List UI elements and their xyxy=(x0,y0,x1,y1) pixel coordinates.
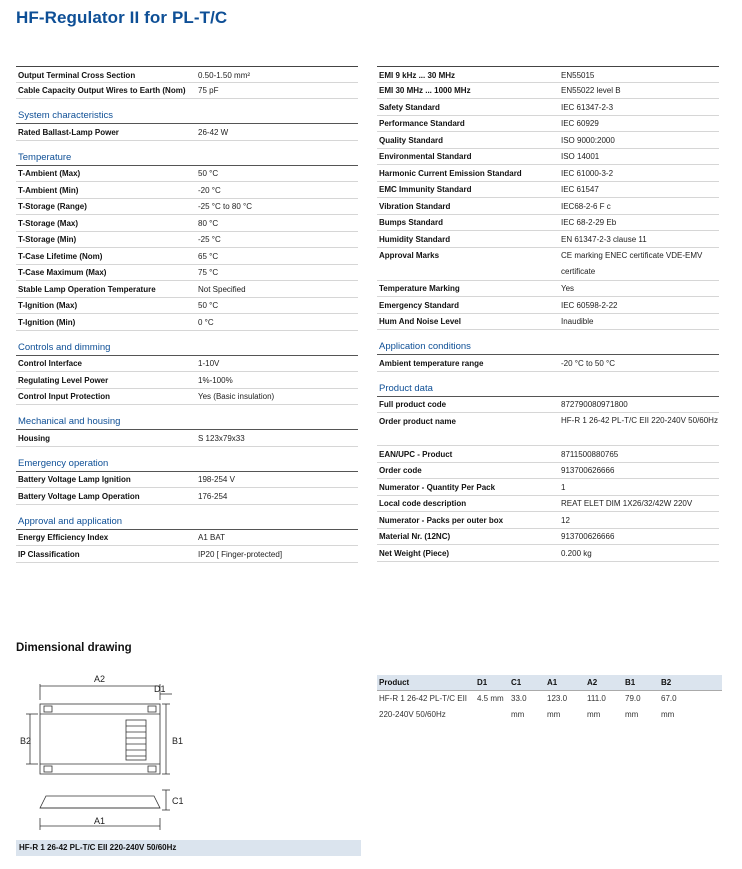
spec-row xyxy=(16,166,358,183)
spec-row xyxy=(16,430,358,447)
section-title: Approval and application xyxy=(16,514,358,530)
spec-value: 1%-100% xyxy=(198,375,233,385)
section-title: Product data xyxy=(377,381,719,397)
spec-row xyxy=(16,372,358,389)
spec-label: Humidity Standard xyxy=(379,234,451,244)
spec-label: T-Storage (Range) xyxy=(18,202,87,211)
spec-label: T-Storage (Min) xyxy=(18,235,77,244)
spec-row xyxy=(377,463,719,480)
dimensions-cell xyxy=(477,707,511,723)
dimensions-header-cell: A2 xyxy=(587,678,598,687)
section-title: Emergency operation xyxy=(16,456,358,472)
spec-value: IEC 61347-2-3 xyxy=(561,102,614,112)
dimensions-header-cell: Product xyxy=(379,678,410,687)
spec-value: -20 °C to 50 °C xyxy=(561,358,615,368)
spec-label: T-Case Lifetime (Nom) xyxy=(18,251,103,261)
dimensions-table-header xyxy=(377,675,722,691)
left-spec-column xyxy=(16,66,358,563)
spec-label: EMI 30 MHz ... 1000 MHz xyxy=(379,86,471,95)
spec-value: 75 pF xyxy=(198,86,219,95)
dimensional-drawing-title: Dimensional drawing xyxy=(16,642,132,654)
spec-value: Yes (Basic insulation) xyxy=(198,392,275,401)
spec-value: 913700626666 xyxy=(561,466,615,475)
spec-row xyxy=(377,66,719,83)
spec-row xyxy=(16,281,358,298)
dim-label-a1: A1 xyxy=(94,816,106,826)
spec-value: IEC 60929 xyxy=(561,119,599,128)
spec-label: Output Terminal Cross Section xyxy=(18,70,136,80)
spec-value: Inaudible xyxy=(561,317,594,326)
spec-label: Cable Capacity Output Wires to Earth (Nom) xyxy=(18,86,186,95)
spec-row xyxy=(377,314,719,331)
section-title: Application conditions xyxy=(377,339,719,355)
dim-label-d1: D1 xyxy=(154,684,166,694)
dimensional-drawing xyxy=(16,670,361,840)
dim-label-a2: A2 xyxy=(94,674,106,684)
spec-row xyxy=(377,496,719,513)
spec-value: IEC 61000-3-2 xyxy=(561,168,614,178)
spec-label: Control Input Protection xyxy=(18,392,110,401)
spec-row xyxy=(16,66,358,83)
spec-value: IEC 61547 xyxy=(561,185,599,194)
spec-label: Battery Voltage Lamp Operation xyxy=(18,491,140,501)
spec-value: EN 61347-2-3 clause 11 xyxy=(561,234,647,244)
drawing-caption: HF-R 1 26-42 PL-T/C EII 220-240V 50/60Hz xyxy=(16,840,361,856)
spec-row xyxy=(377,512,719,529)
spec-value: 872790080971800 xyxy=(561,400,628,409)
dimensions-header-cell: B1 xyxy=(625,678,636,687)
spec-label: T-Ignition (Min) xyxy=(18,317,76,327)
spec-value: IP20 [ Finger-protected] xyxy=(198,549,283,559)
dim-label-c1: C1 xyxy=(172,796,184,806)
spec-label: Performance Standard xyxy=(379,119,465,128)
spec-label: Environmental Standard xyxy=(379,152,472,161)
spec-row xyxy=(377,83,719,100)
spec-value: 12 xyxy=(561,515,570,525)
housing-side-view xyxy=(40,796,160,808)
dim-label-b1: B1 xyxy=(172,736,184,746)
spec-label: T-Case Maximum (Max) xyxy=(18,268,107,277)
spec-row xyxy=(377,149,719,166)
spec-label: Energy Efficiency Index xyxy=(18,533,109,542)
spec-label: EMI 9 kHz ... 30 MHz xyxy=(379,70,456,80)
spec-label: T-Ignition (Max) xyxy=(18,301,78,310)
spec-row xyxy=(377,397,719,414)
spec-row xyxy=(377,116,719,133)
spec-row xyxy=(16,182,358,199)
spec-row xyxy=(377,248,719,281)
dimensions-header-cell: C1 xyxy=(511,678,522,687)
spec-row xyxy=(16,215,358,232)
spec-label: Stable Lamp Operation Temperature xyxy=(18,284,156,294)
spec-label: IP Classification xyxy=(18,549,80,559)
spec-row xyxy=(377,529,719,546)
spec-value: 65 °C xyxy=(198,251,219,261)
spec-row xyxy=(16,265,358,282)
spec-value: 50 °C xyxy=(198,301,219,310)
spec-label: Vibration Standard xyxy=(379,201,451,211)
spec-row xyxy=(377,545,719,562)
spec-value: CE marking ENEC certificate VDE-EMV certificate xyxy=(561,250,703,276)
dimensions-cell: 79.0 xyxy=(625,694,641,703)
spec-label: Material Nr. (12NC) xyxy=(379,532,451,541)
spec-label: Net Weight (Piece) xyxy=(379,548,450,558)
spec-label: Approval Marks xyxy=(379,251,440,260)
section-title: Controls and dimming xyxy=(16,340,358,356)
spec-row xyxy=(16,389,358,406)
spec-row xyxy=(377,479,719,496)
dimensions-header-cell: B2 xyxy=(661,678,672,687)
spec-row xyxy=(377,281,719,298)
spec-label: Numerator - Quantity Per Pack xyxy=(379,482,496,492)
spec-value: 8711500880765 xyxy=(561,449,619,459)
section-title: Temperature xyxy=(16,150,358,166)
spec-value: 0.200 kg xyxy=(561,548,592,558)
spec-row xyxy=(16,248,358,265)
spec-label: Bumps Standard xyxy=(379,218,444,227)
page-title: HF-Regulator II for PL-T/C xyxy=(16,8,228,27)
spec-label: Temperature Marking xyxy=(379,284,460,293)
spec-label: Safety Standard xyxy=(379,102,440,112)
dimensions-cell: HF-R 1 26-42 PL-T/C EII xyxy=(379,694,468,703)
spec-row xyxy=(16,546,358,563)
spec-row xyxy=(377,231,719,248)
dimensions-header-cell: D1 xyxy=(477,678,488,687)
spec-row xyxy=(377,297,719,314)
dimensions-cell: mm xyxy=(587,710,601,719)
spec-value: 75 °C xyxy=(198,268,219,277)
spec-value: S 123x79x33 xyxy=(198,433,245,443)
dimensions-cell: 33.0 xyxy=(511,694,527,703)
spec-row xyxy=(16,124,358,141)
spec-label: Numerator - Packs per outer box xyxy=(379,515,504,525)
spec-value: 1-10V xyxy=(198,359,220,368)
spec-value: 0 °C xyxy=(198,317,214,327)
spec-value: HF-R 1 26-42 PL-T/C EII 220-240V 50/60Hz xyxy=(561,416,718,425)
spec-label: Hum And Noise Level xyxy=(379,317,461,326)
spec-row xyxy=(16,356,358,373)
dimensions-cell: 111.0 xyxy=(587,694,606,703)
dimensions-cell: 67.0 xyxy=(661,694,677,703)
spec-label: Rated Ballast-Lamp Power xyxy=(18,127,119,137)
spec-label: EMC Immunity Standard xyxy=(379,185,472,194)
spec-label: T-Storage (Max) xyxy=(18,218,79,228)
spec-row xyxy=(16,298,358,315)
section-title: System characteristics xyxy=(16,108,358,124)
spec-row xyxy=(16,83,358,100)
spec-value: ISO 14001 xyxy=(561,152,600,161)
spec-label: T-Ambient (Max) xyxy=(18,169,81,178)
dimensions-cell: 220-240V 50/60Hz xyxy=(379,710,446,719)
spec-value: 26-42 W xyxy=(198,127,229,137)
spec-value: 50 °C xyxy=(198,169,219,178)
spec-label: Order code xyxy=(379,466,422,475)
spec-value: 913700626666 xyxy=(561,532,615,541)
spec-value: IEC 68-2-29 Eb xyxy=(561,218,617,227)
spec-row xyxy=(377,132,719,149)
dimensions-cell: mm xyxy=(547,710,561,719)
spec-label: Battery Voltage Lamp Ignition xyxy=(18,475,131,484)
dimensions-cell: mm xyxy=(625,710,639,719)
spec-row xyxy=(16,530,358,547)
spec-row xyxy=(377,198,719,215)
spec-label: Order product name xyxy=(379,416,456,426)
dimensions-table-row xyxy=(377,707,722,723)
spec-label: Quality Standard xyxy=(379,135,444,145)
dimensions-cell: 123.0 xyxy=(547,694,568,703)
spec-row xyxy=(16,488,358,505)
spec-value: Yes xyxy=(561,284,575,293)
spec-label: Housing xyxy=(18,433,50,443)
dimensions-cell: mm xyxy=(511,710,525,719)
spec-value: -20 °C xyxy=(198,185,221,195)
spec-row xyxy=(377,215,719,232)
dimensions-table xyxy=(377,675,722,723)
spec-label: Ambient temperature range xyxy=(379,358,484,368)
spec-row xyxy=(377,413,719,446)
dimensions-header-cell: A1 xyxy=(547,678,558,687)
spec-label: Harmonic Current Emission Standard xyxy=(379,168,522,178)
spec-value: 80 °C xyxy=(198,218,219,228)
dim-label-b2: B2 xyxy=(20,736,32,746)
spec-row xyxy=(16,472,358,489)
spec-value: EN55022 level B xyxy=(561,86,621,95)
spec-value: 1 xyxy=(561,482,566,492)
spec-value: A1 BAT xyxy=(198,533,225,542)
spec-row xyxy=(16,199,358,216)
spec-row xyxy=(377,355,719,372)
spec-row xyxy=(377,99,719,116)
spec-row xyxy=(16,314,358,331)
spec-value: Not Specified xyxy=(198,284,246,294)
spec-row xyxy=(377,165,719,182)
spec-label: EAN/UPC - Product xyxy=(379,449,453,459)
spec-label: Emergency Standard xyxy=(379,300,460,310)
spec-value: IEC68-2-6 F c xyxy=(561,201,611,211)
spec-label: T-Ambient (Min) xyxy=(18,185,79,195)
spec-label: Regulating Level Power xyxy=(18,375,109,385)
spec-label: Control Interface xyxy=(18,359,83,368)
spec-value: 198-254 V xyxy=(198,475,235,484)
spec-row xyxy=(377,446,719,463)
spec-label: Local code description xyxy=(379,499,467,508)
terminal-block xyxy=(126,720,146,760)
section-title: Mechanical and housing xyxy=(16,414,358,430)
spec-value: -25 °C xyxy=(198,235,221,244)
dimensions-table-row xyxy=(377,691,722,707)
dimensions-cell: 4.5 mm xyxy=(477,694,504,703)
spec-value: -25 °C to 80 °C xyxy=(198,202,252,211)
right-spec-column xyxy=(377,66,719,562)
spec-value: ISO 9000:2000 xyxy=(561,135,615,145)
spec-value: 0.50-1.50 mm² xyxy=(198,70,251,80)
spec-value: REAT ELET DIM 1X26/32/42W 220V xyxy=(561,499,693,508)
housing-top-view xyxy=(40,704,160,774)
spec-label: Full product code xyxy=(379,400,447,409)
spec-value: EN55015 xyxy=(561,70,595,80)
spec-row xyxy=(16,232,358,249)
spec-value: 176-254 xyxy=(198,491,228,501)
spec-row xyxy=(377,182,719,199)
dimensions-cell: mm xyxy=(661,710,675,719)
spec-value: IEC 60598-2-22 xyxy=(561,300,618,310)
